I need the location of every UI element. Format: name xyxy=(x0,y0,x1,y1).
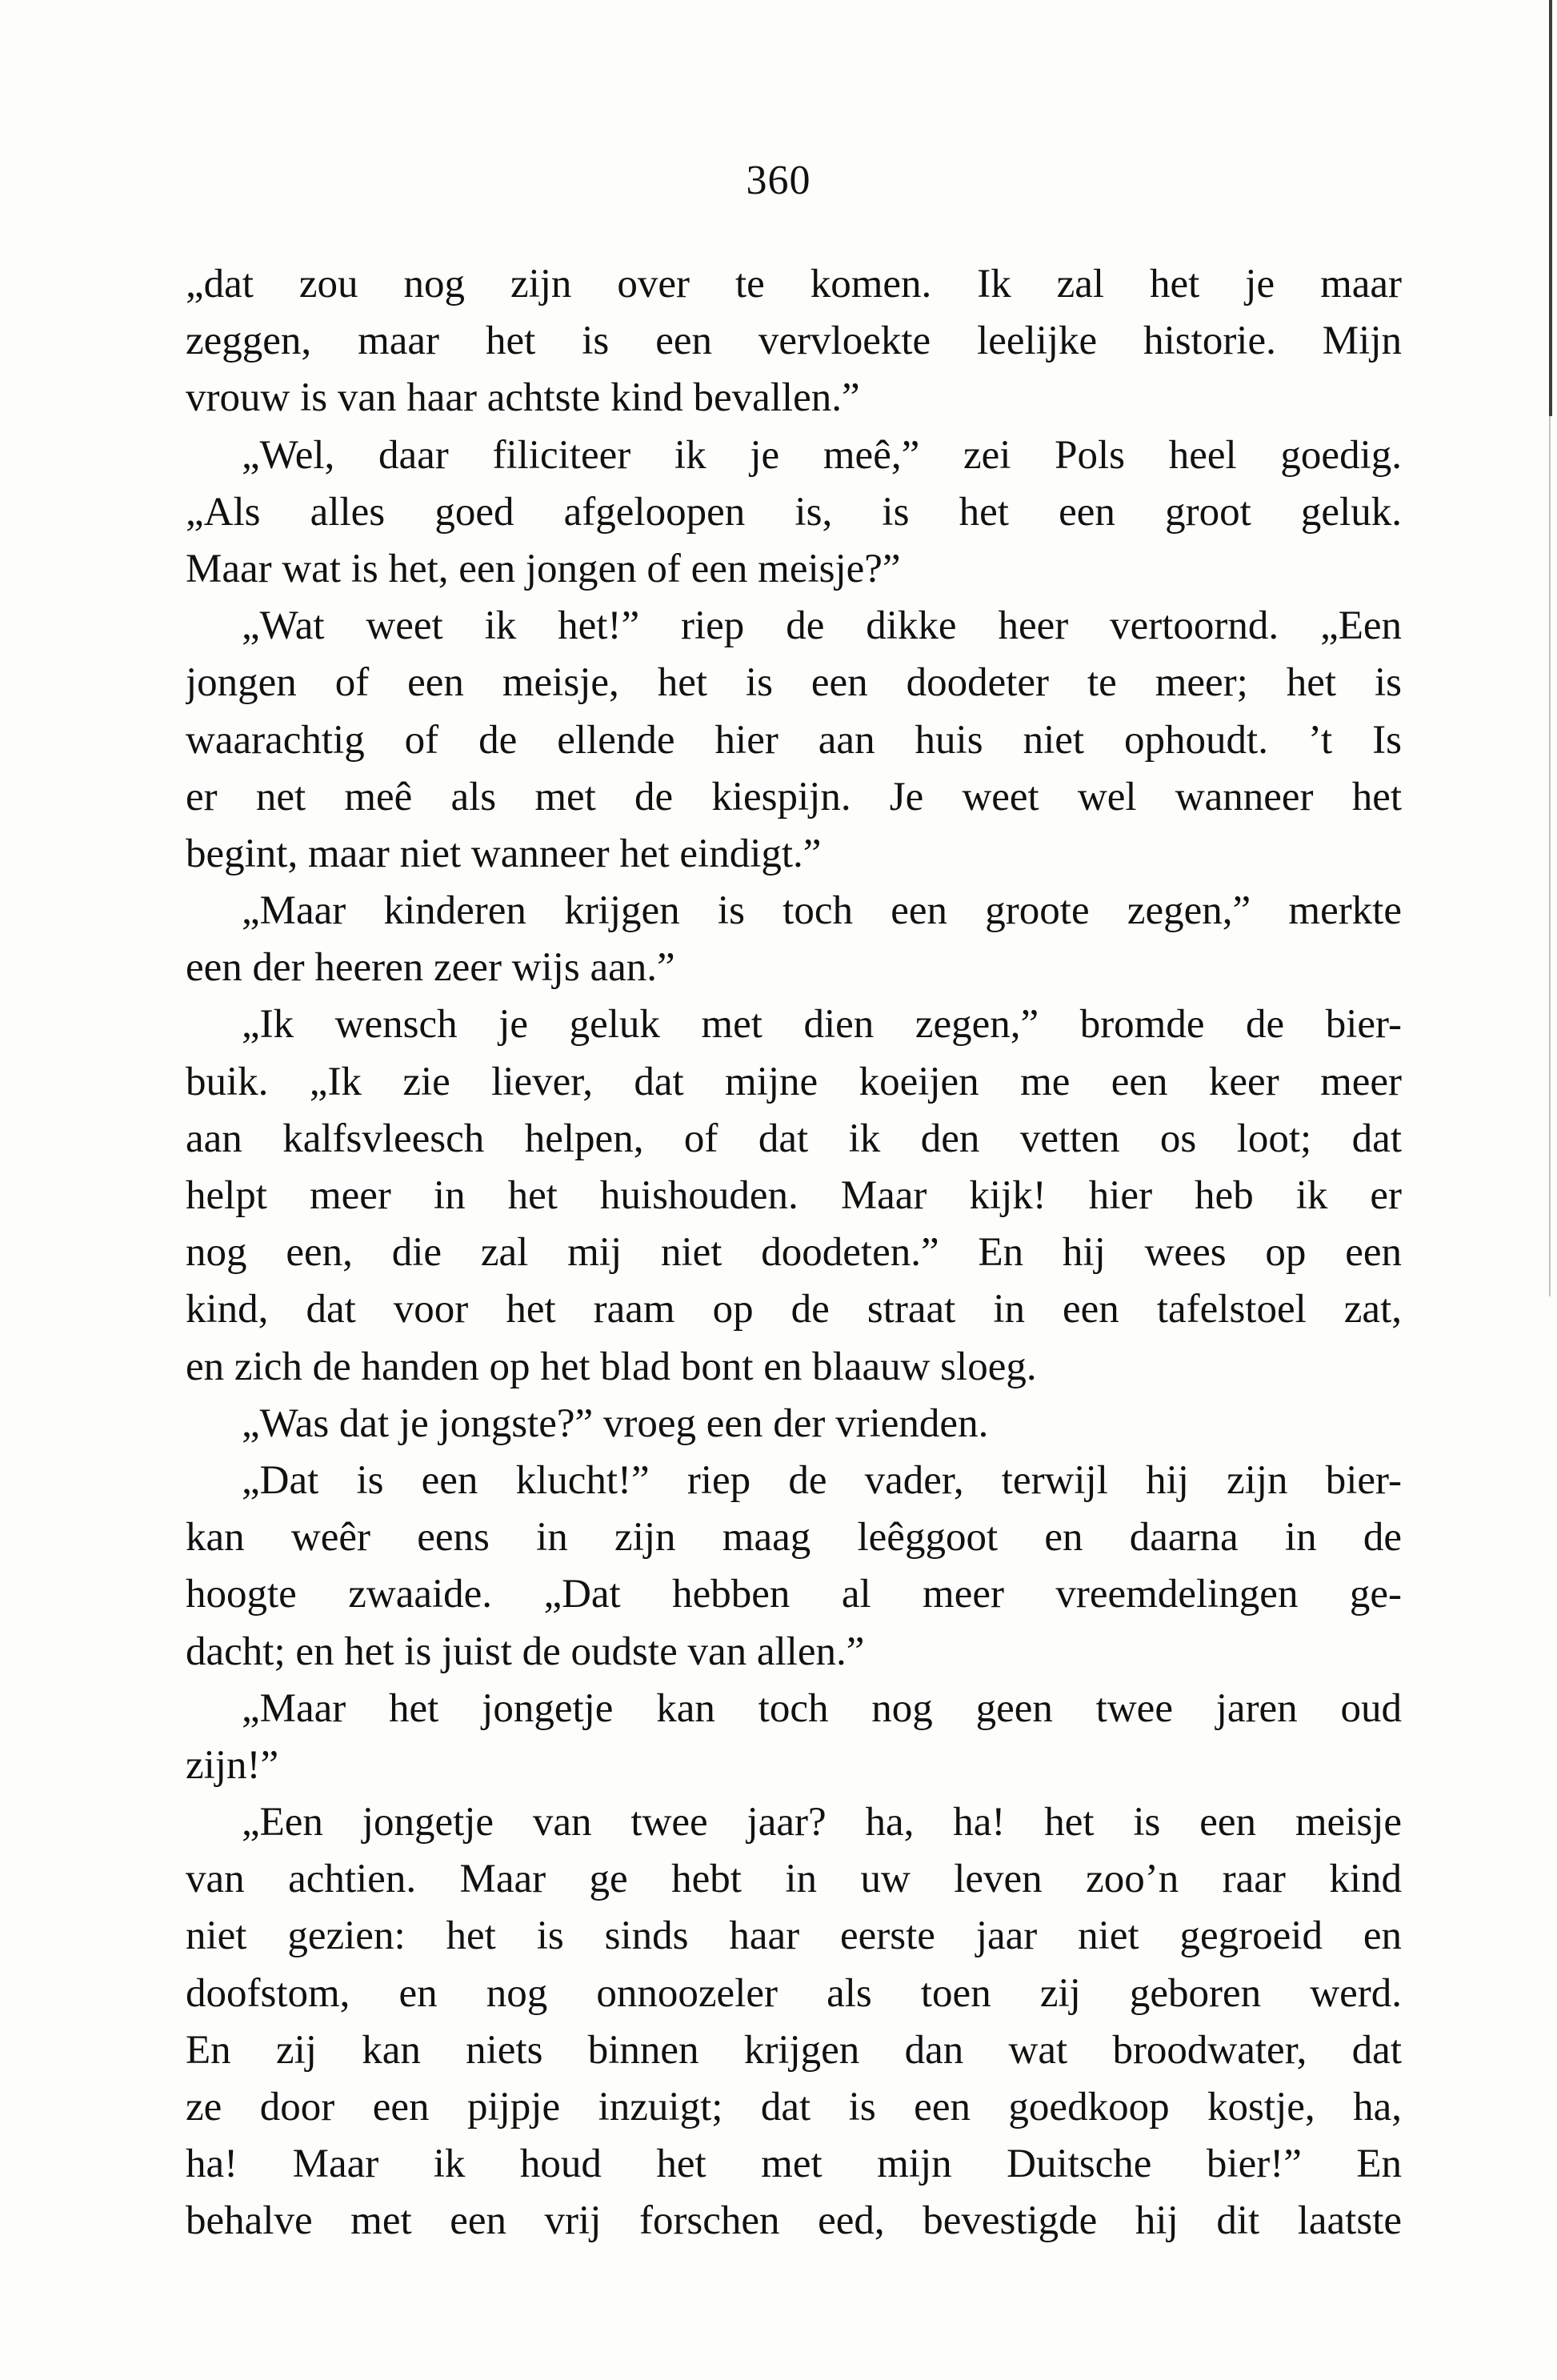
text-line: ze door een pijpje inzuigt; dat is een goedkoop kostje, ha, xyxy=(186,2085,1402,2130)
text-line: behalve met een vrij forschen eed, bevestigde hij dit laatste xyxy=(186,2198,1402,2244)
text-line: van achtien. Maar ge hebt in uw leven zoo’n raar kind xyxy=(186,1857,1402,1902)
text-line: kan weêr eens in zijn maag leêggoot en daarna in de xyxy=(186,1515,1402,1561)
text-line: „Wel, daar filiciteer ik je meê,” zei Pols heel goedig. xyxy=(242,432,1402,478)
text-line: dacht; en het is juist de oudste van allen.” xyxy=(186,1629,865,1674)
text-line: begint, maar niet wanneer het eindigt.” xyxy=(186,831,822,876)
text-line: nog een, die zal mij niet doodeten.” En hij wees op een xyxy=(186,1230,1402,1276)
text-line: ha! Maar ik houd het met mijn Duitsche bier!” En xyxy=(186,2142,1402,2187)
page-number: 360 xyxy=(746,158,811,203)
text-line: hoogte zwaaide. „Dat hebben al meer vreemdelingen ge- xyxy=(186,1572,1402,1617)
text-line: vrouw is van haar achtste kind bevallen.” xyxy=(186,375,860,421)
text-line: Maar wat is het, een jongen of een meisje?” xyxy=(186,546,901,591)
text-line: waarachtig of de ellende hier aan huis niet ophoudt. ’t Is xyxy=(186,717,1402,763)
text-line: buik. „Ik zie liever, dat mijne koeijen me een keer meer xyxy=(186,1059,1402,1104)
text-line: „Was dat je jongste?” vroeg een der vrienden. xyxy=(242,1400,989,1446)
text-line: doofstom, en nog onnoozeler als toen zij geboren werd. xyxy=(186,1970,1402,2016)
text-line: een der heeren zeer wijs aan.” xyxy=(186,945,675,991)
text-line: „Een jongetje van twee jaar? ha, ha! het is een meisje xyxy=(242,1800,1402,1845)
text-line: „Als alles goed afgeloopen is, is het een groot geluk. xyxy=(186,489,1402,535)
text-line: niet gezien: het is sinds haar eerste jaar niet gegroeid en xyxy=(186,1913,1402,1959)
text-line: helpt meer in het huishouden. Maar kijk! hier heb ik er xyxy=(186,1173,1402,1218)
body-text xyxy=(186,256,1402,2250)
text-line: aan kalfsvleesch helpen, of dat ik den vetten os loot; dat xyxy=(186,1116,1402,1161)
page-edge-shadow xyxy=(1549,416,1551,1296)
text-line: en zich de handen op het blad bont en blaauw sloeg. xyxy=(186,1344,1037,1389)
text-line: „Wat weet ik het!” riep de dikke heer vertoornd. „Een xyxy=(242,603,1402,649)
text-line: „dat zou nog zijn over te komen. Ik zal het je maar xyxy=(186,262,1402,307)
text-line: zijn!” xyxy=(186,1742,279,1788)
text-line: „Dat is een klucht!” riep de vader, terwijl hij zijn bier- xyxy=(242,1457,1402,1503)
text-line: zeggen, maar het is een vervloekte leelijke historie. Mijn xyxy=(186,319,1402,364)
text-line: „Maar kinderen krijgen is toch een groote zegen,” merkte xyxy=(242,888,1402,934)
text-line: „Maar het jongetje kan toch nog geen twee jaren oud xyxy=(242,1685,1402,1731)
text-line: jongen of een meisje, het is een doodeter te meer; het is xyxy=(186,660,1402,706)
text-line: „Ik wensch je geluk met dien zegen,” bromde de bier- xyxy=(242,1002,1402,1048)
page-edge-line xyxy=(1549,0,1552,416)
text-line: er net meê als met de kiespijn. Je weet wel wanneer het xyxy=(186,774,1402,819)
text-line: kind, dat voor het raam op de straat in een tafelstoel zat, xyxy=(186,1287,1402,1332)
text-line: En zij kan niets binnen krijgen dan wat broodwater, dat xyxy=(186,2027,1402,2073)
